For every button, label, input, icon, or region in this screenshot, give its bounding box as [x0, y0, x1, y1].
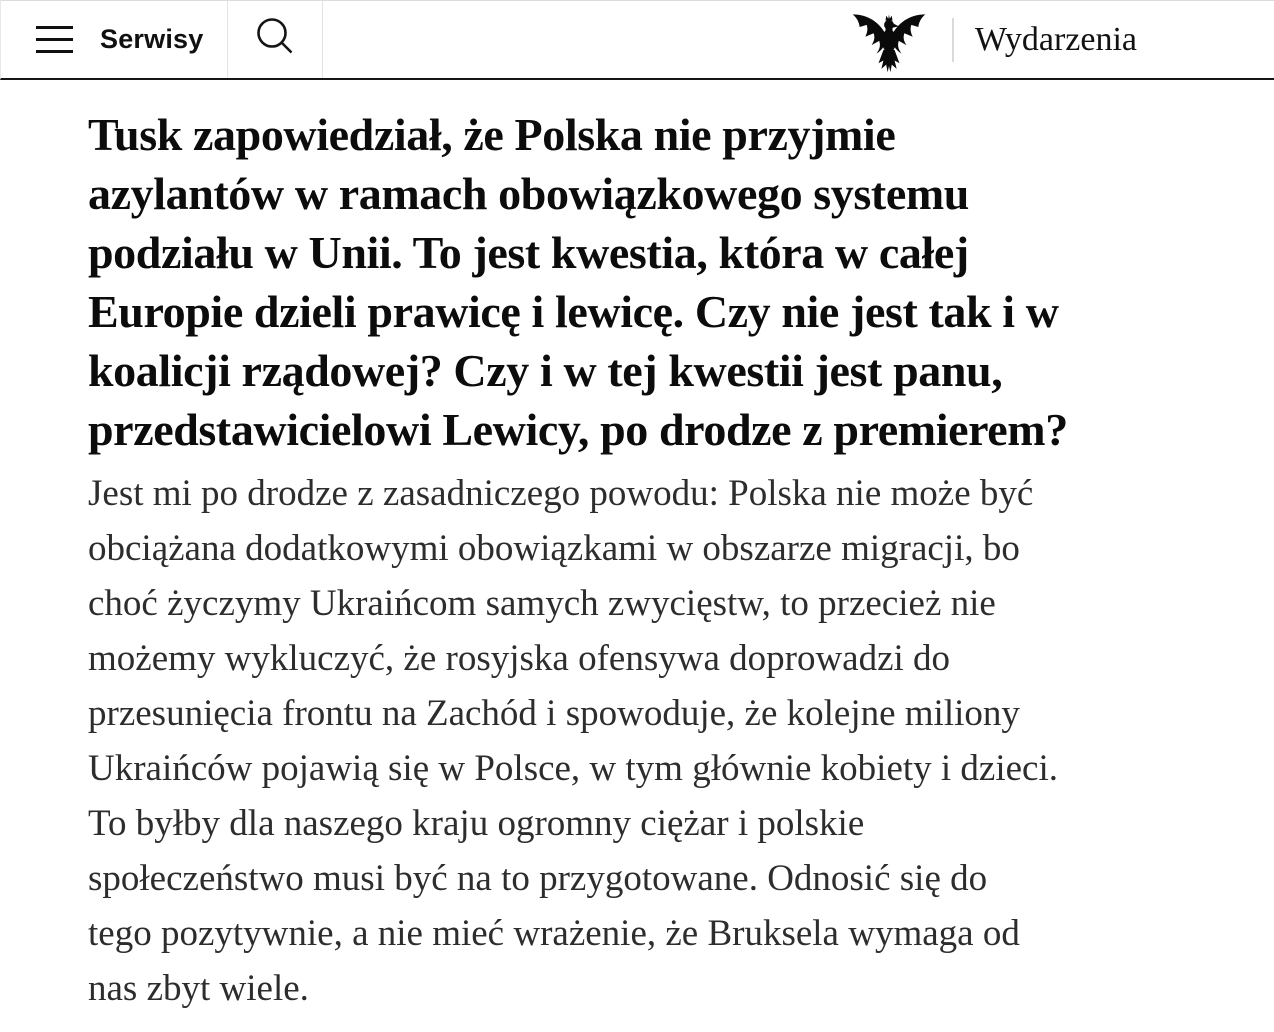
headline-line: koalicji rządowej? Czy i w tej kwestii jest panu,: [88, 345, 1003, 396]
body-line: możemy wykluczyć, że rosyjska ofensywa doprowadzi do: [88, 638, 951, 679]
brand-divider: [952, 18, 954, 62]
body-line: nas zbyt wiele.: [88, 968, 309, 1009]
brand-area: [847, 1, 1274, 78]
headline-line: azylantów w ramach obowiązkowego systemu: [88, 168, 969, 219]
body-line: tego pozytywnie, a nie mieć wrażenie, że Bruksela wymaga od: [88, 913, 1020, 954]
services-menu-button[interactable]: [1, 1, 228, 78]
body-line: choć życzymy Ukraińcom samych zwycięstw, to przecież nie: [88, 583, 996, 624]
article-headline: [88, 105, 1214, 459]
brand-section-title[interactable]: Wydarzenia: [974, 20, 1137, 58]
search-button[interactable]: [228, 1, 323, 78]
headline-line: Tusk zapowiedział, że Polska nie przyjmie: [88, 109, 896, 160]
headline-line: podziału w Unii. To jest kwestia, która w całej: [88, 227, 969, 278]
hamburger-icon: [36, 26, 73, 53]
headline-line: przedstawicielowi Lewicy, po drodze z premierem?: [88, 404, 1068, 455]
search-icon: [252, 14, 298, 65]
eagle-logo[interactable]: [847, 6, 931, 73]
article-paragraph: [88, 466, 1214, 1016]
body-line: przesunięcia frontu na Zachód i spowoduje, że kolejne miliony: [88, 693, 1020, 734]
body-line: To byłby dla naszego kraju ogromny ciężar i polskie: [88, 803, 865, 844]
body-line: Ukraińców pojawią się w Polsce, w tym głównie kobiety i dzieci.: [88, 748, 1059, 789]
headline-line: Europie dzieli prawicę i lewicę. Czy nie jest tak i w: [88, 286, 1059, 337]
body-line: społeczeństwo musi być na to przygotowane. Odnosić się do: [88, 858, 988, 899]
article-content: [0, 80, 1274, 1016]
body-line: Jest mi po drodze z zasadniczego powodu: Polska nie może być: [88, 473, 1034, 514]
services-menu-label: Serwisy: [100, 24, 204, 54]
top-navigation-bar: [0, 0, 1274, 80]
body-line: obciążana dodatkowymi obowiązkami w obszarze migracji, bo: [88, 528, 1020, 569]
